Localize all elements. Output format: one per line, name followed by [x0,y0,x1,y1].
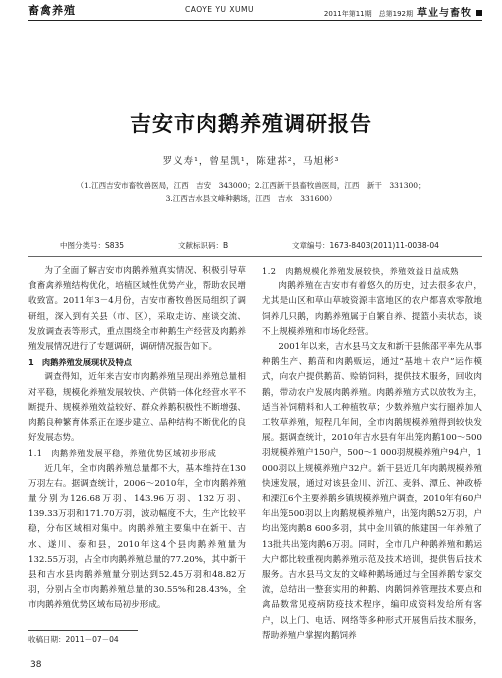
header-rule [28,20,482,21]
subsection-1-2-heading: 1.2 肉鹅规模化养殖发展较快，养殖效益日益成熟 [262,266,459,276]
subsection-1-2-paragraph-2: 2001年以来，吉水县马文友和新干县熊邵平率先从事种鹅生产、鹅苗和肉鹅贩运，通过“基地＋农户”运作模式，向农户提供鹅苗、赊销饲料，提供技术服务，回收肉鹅，带动农户发展肉鹅养殖。肉鹅养殖方式以放牧为主，适当补饲精料和人工种植牧草；少数养殖户实行圈养加人工牧草养殖，短程几年间，全市肉鹅规模养殖得到较快发展。据调查统计，2010年吉水县有年出笼肉鹅100～500羽规模养殖户150户，500～1 000羽规模养殖户94户，1 000羽以上规模养殖户32户。新干县近几年肉鹅规模养殖快速发展，通过对该县金川、沂江、麦斜、潭丘、神政桥和溧江6个主要养鹅乡镇规模养殖户调查，2010年有60户年出笼500羽以上肉鹅规模养殖户，出笼肉鹅52万羽，户均出笼肉鹅8 600多羽，其中金川镇的熊建国一年养殖了13批共出笼肉鹅6万羽。同时，全市几户种鹅养殖和鹅运大户都比较重视肉鹅养殖示范及技术培训，提供售后技术服务。吉水县马文友的文峰种鹅场通过与全国养鹅专家交流，总结出一整套实用的种鹅、肉鹅饲养管理技术要点和禽品数常见疫病防疫技术程序，编印成资料发给所有客户，以上门、电话、网络等多种形式开展售后技术服务，帮助养殖户掌握肉鹅饲养 [262,342,482,641]
received-date: 收稿日期：2011－07－04 [28,635,119,644]
article-number: 文章编号：1673-8403(2011)11-0038-04 [292,241,439,250]
meta-divider [28,256,482,257]
running-header [0,0,502,22]
footnote-rule [28,630,138,631]
affiliation-line-1: （1.江西吉安市畜牧兽医局，江西 吉安 343000；2.江西新干县畜牧兽医局，江西 新干 331300； [76,181,426,190]
subsection-1-1-paragraph: 近几年，全市肉鹅养殖总量都不大，基本维持在130万羽左右。据调查统计，2006～2010年，全市肉鹅养殖量分别为126.68万羽、143.96万羽、132万羽、139.33万羽和171.70万羽，波动幅度不大，生产比较平稳，分布区域相对集中。肉鹅养殖主要集中在新干、吉水、遂川、泰和县，2010年这4个县肉鹅养殖量为132.55万羽，占全市肉鹅养殖总量的77.20%，其中新干县和吉水县肉鹅养殖量分别达到52.45万羽和48.82万羽，分别占全市肉鹅养殖总量的30.55%和28.43%，全市肉鹅养殖优势区域布局初步形成。 [28,463,246,611]
classification-number: 中图分类号：S835 [60,241,125,250]
subsection-1-2-paragraph-1: 肉鹅养殖在吉安市有着悠久的历史，过去很多农户，尤其是山区和草山草坡资源丰富地区的农户都喜欢零散地饲养几只鹅，肉鹅养殖属于自繁自养、提篮小卖状态，谈不上规模养殖和市场化经营。 [262,281,482,337]
intro-paragraph: 为了全面了解吉安市肉鹅养殖真实情况、积极引导草食畜禽养殖结构优化，培植区域性优势产业，帮助农民增收致富。2011年3－4月份，吉安市畜牧兽医局组织了调研组，深入到有关县（市、区），采取走访、座谈交流、发放调查表等形式，重点围绕全市种鹅生产经营及肉鹅养殖发展情况进行了专题调研，调研情况报告如下。 [28,266,246,353]
page-number: 38 [30,660,42,670]
document-code: 文献标识码：B [178,241,229,250]
section-1-paragraph: 调查得知，近年来吉安市肉鹅养殖呈现出养殖总量相对平稳，规模化养殖发展较快、产供销一体化经营水平不断提升、规模养殖效益较好、群众养鹅积极性不断增强、肉鹅良种繁育体系正在逐步建立、品种结构不断优化的良好发展态势。 [28,372,246,444]
article-title: 吉安市肉鹅养殖调研报告 [130,111,372,136]
subsection-1-1-heading: 1.1 肉鹅养殖发展平稳，养殖优势区域初步形成 [28,448,217,459]
section-1-heading: 1 肉鹅养殖发展现状及特点 [28,357,132,368]
left-column [28,264,246,614]
author-list: 罗义寿¹，曾星凯¹，陈建荪²，马旭彬³ [162,156,340,167]
journal-pinyin: CAOYE YU XUMU [185,5,254,14]
right-column [262,264,482,644]
square-icon [476,10,482,16]
affiliation-line-2: 3.江西吉水县文峰种鹅场，江西 吉水 331600） [165,194,337,203]
issue-info: 2011年第11期 总第192期 [323,10,413,18]
magazine-name: 草业与畜牧 [417,8,472,19]
issue-info-block [324,4,482,19]
journal-section-name: 畜禽养殖 [28,4,76,17]
